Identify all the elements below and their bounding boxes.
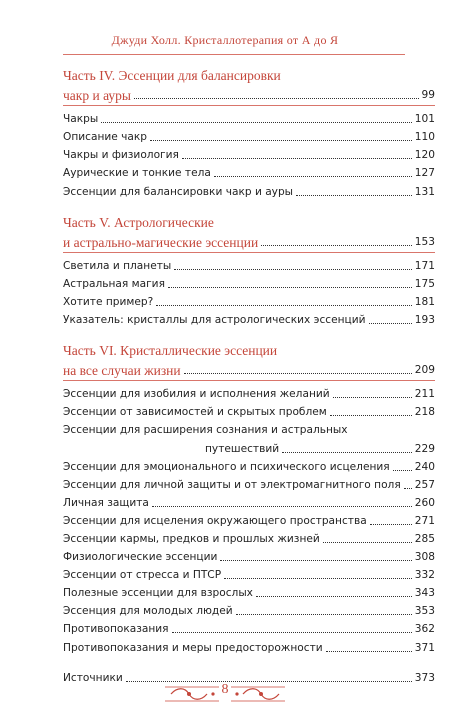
running-header: Джуди Холл. Кристаллотерапия от А до Я bbox=[111, 33, 339, 47]
entry-label: Чакры и физиология bbox=[63, 149, 179, 162]
entry-label: Описание чакр bbox=[63, 131, 148, 144]
entry-label: Эссенция для молодых людей bbox=[63, 605, 233, 618]
toc-entry[interactable] bbox=[63, 456, 435, 474]
toc-entry[interactable] bbox=[63, 162, 435, 180]
entry-label: Чакры bbox=[63, 113, 99, 126]
part-4-entry[interactable] bbox=[63, 84, 435, 102]
toc-entry[interactable] bbox=[63, 401, 435, 419]
page-number: 193 bbox=[414, 314, 435, 327]
dot-leader bbox=[224, 578, 412, 579]
entry-label: Астральная магия bbox=[63, 277, 165, 290]
dot-leader bbox=[370, 524, 412, 525]
part-4-rule bbox=[63, 105, 435, 106]
toc-entry[interactable] bbox=[63, 126, 435, 144]
part-4-title-line1: Часть IV. Эссенции для балансировки bbox=[63, 68, 281, 83]
dot-leader bbox=[150, 140, 412, 141]
toc-entry[interactable] bbox=[63, 528, 435, 546]
entry-label: путешествий bbox=[205, 442, 280, 455]
part-5-title-line1: Часть V. Астрологические bbox=[63, 214, 214, 230]
toc-entry[interactable] bbox=[63, 309, 435, 327]
dot-leader bbox=[333, 397, 412, 398]
part-6-title-line1: Часть VI. Кристаллические эссенции bbox=[63, 343, 278, 359]
toc-entry[interactable] bbox=[63, 255, 435, 273]
dot-leader bbox=[184, 373, 412, 374]
entry-label: Указатель: кристаллы для астрологических эссенций bbox=[63, 314, 366, 327]
entry-label: Физиологические эссенции bbox=[63, 551, 218, 564]
page-number: 171 bbox=[414, 259, 435, 272]
entry-label: Хотите пример? bbox=[63, 295, 154, 308]
dot-leader bbox=[152, 506, 412, 507]
entry-label: Эссенции для эмоционального и психического исцеления bbox=[63, 460, 390, 473]
page-number: 362 bbox=[414, 623, 435, 636]
part-5-rule bbox=[63, 252, 435, 253]
toc-entry[interactable] bbox=[63, 582, 435, 600]
entry-label: Эссенции для балансировки чакр и ауры bbox=[63, 185, 294, 198]
toc-entry[interactable] bbox=[63, 510, 435, 528]
page-number: 353 bbox=[414, 605, 435, 618]
part-6-title-line2: на все случаи жизни bbox=[63, 363, 181, 379]
entry-label: Полезные эссенции для взрослых bbox=[63, 587, 253, 600]
toc-entry-first-line[interactable] bbox=[63, 419, 435, 437]
page-number: 120 bbox=[414, 149, 435, 162]
toc-entry[interactable] bbox=[63, 546, 435, 564]
entry-label: Аурические и тонкие тела bbox=[63, 167, 211, 180]
entry-label: Личная защита bbox=[63, 496, 149, 509]
page-number: 308 bbox=[414, 551, 435, 564]
dot-leader bbox=[404, 488, 412, 489]
entry-label: Эссенции для расширения сознания и астральных bbox=[63, 424, 348, 437]
entry-label: Эссенции для личной защиты и от электромагнитного поля bbox=[63, 478, 401, 491]
toc-entry[interactable] bbox=[63, 618, 435, 636]
page-number: 373 bbox=[414, 671, 435, 684]
toc-entry[interactable] bbox=[63, 273, 435, 291]
dot-leader bbox=[174, 269, 412, 270]
part-5-title-line2: и астрально-магические эссенции bbox=[63, 234, 259, 250]
toc-entry[interactable] bbox=[63, 180, 435, 198]
dot-leader bbox=[134, 98, 419, 99]
dot-leader bbox=[220, 560, 411, 561]
page-number: 101 bbox=[414, 113, 435, 126]
entry-label: Противопоказания bbox=[63, 623, 169, 636]
part-5-entry[interactable] bbox=[63, 231, 435, 249]
dot-leader bbox=[261, 245, 412, 246]
page-number: 110 bbox=[414, 131, 435, 144]
dot-leader bbox=[101, 122, 412, 123]
toc-entry[interactable] bbox=[63, 474, 435, 492]
entry-label: Эссенции для изобилия и исполнения желаний bbox=[63, 388, 330, 401]
table-of-contents bbox=[63, 68, 435, 685]
page-number: 257 bbox=[414, 478, 435, 491]
page-number: 218 bbox=[414, 406, 435, 419]
page-number: 211 bbox=[414, 388, 435, 401]
page-number: 127 bbox=[414, 167, 435, 180]
dot-leader bbox=[323, 542, 412, 543]
page-number: 240 bbox=[414, 460, 435, 473]
entry-label: Источники bbox=[63, 671, 123, 684]
dot-leader bbox=[172, 632, 412, 633]
toc-entry[interactable] bbox=[63, 291, 435, 309]
page-number: 260 bbox=[414, 496, 435, 509]
entry-label: Эссенции для исцеления окружающего пространства bbox=[63, 514, 367, 527]
part-6-entry[interactable] bbox=[63, 359, 435, 377]
page-number: 131 bbox=[414, 185, 435, 198]
page-number: 99 bbox=[421, 89, 435, 102]
page-number: 343 bbox=[414, 587, 435, 600]
part-4-title-line2: чакр и ауры bbox=[63, 88, 131, 104]
dot-leader bbox=[282, 452, 412, 453]
toc-entry[interactable] bbox=[63, 144, 435, 162]
page-number: 285 bbox=[414, 532, 435, 545]
toc-entry[interactable] bbox=[63, 636, 435, 654]
dot-leader bbox=[393, 470, 412, 471]
dot-leader bbox=[182, 158, 412, 159]
header-rule bbox=[63, 54, 405, 55]
dot-leader bbox=[214, 176, 412, 177]
toc-entry-continuation[interactable] bbox=[63, 437, 435, 455]
toc-entry[interactable] bbox=[63, 492, 435, 510]
page-number: 209 bbox=[414, 364, 435, 377]
part-6-rule bbox=[63, 380, 435, 381]
dot-leader bbox=[326, 651, 412, 652]
toc-entry[interactable] bbox=[63, 600, 435, 618]
dot-leader bbox=[156, 305, 412, 306]
entry-label: Светила и планеты bbox=[63, 259, 172, 272]
entry-label: Эссенции от стресса и ПТСР bbox=[63, 569, 222, 582]
page-number: 181 bbox=[414, 295, 435, 308]
entry-label: Эссенции от зависимостей и скрытых проблем bbox=[63, 406, 327, 419]
entry-label: Противопоказания и меры предосторожности bbox=[63, 641, 323, 654]
entry-label: Эссенции кармы, предков и прошлых жизней bbox=[63, 532, 320, 545]
toc-entry[interactable] bbox=[63, 108, 435, 126]
page-number: 371 bbox=[414, 641, 435, 654]
right-ornament-icon bbox=[229, 683, 287, 705]
dot-leader bbox=[330, 415, 412, 416]
dot-leader bbox=[369, 323, 412, 324]
page-number: 332 bbox=[414, 569, 435, 582]
dot-leader bbox=[236, 614, 412, 615]
dot-leader bbox=[256, 596, 412, 597]
dot-leader bbox=[296, 195, 412, 196]
page-number: 175 bbox=[414, 277, 435, 290]
toc-entry[interactable] bbox=[63, 383, 435, 401]
page-number: 271 bbox=[414, 514, 435, 527]
page-number: 153 bbox=[414, 235, 435, 248]
page-number: 229 bbox=[414, 442, 435, 455]
dot-leader bbox=[168, 287, 412, 288]
page-number-footer: 8 bbox=[221, 682, 229, 697]
toc-entry[interactable] bbox=[63, 564, 435, 582]
